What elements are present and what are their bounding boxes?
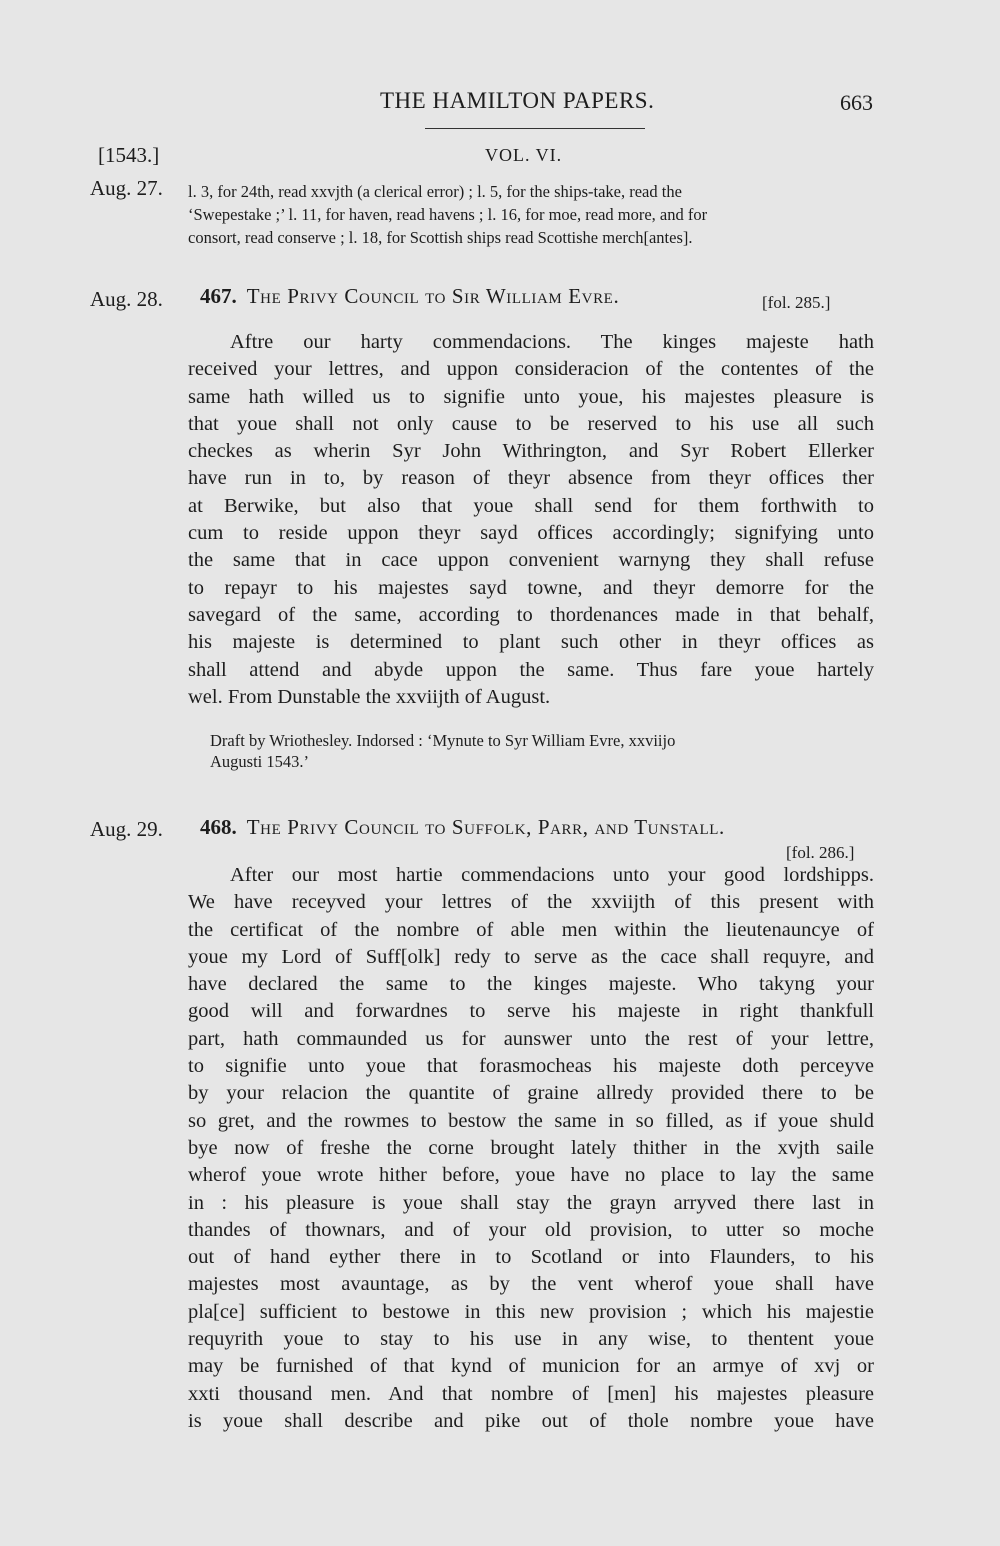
letter-467-folio: [fol. 285.] bbox=[762, 293, 831, 312]
letter-467-heading bbox=[200, 284, 619, 309]
body-line: received your lettres, and uppon consideracion of the contentes of the bbox=[188, 358, 874, 381]
letter-467-number: 467. bbox=[200, 284, 237, 308]
body-line: pla[ce] sufficient to bestowe in this new provision ; which his majestie bbox=[188, 1300, 874, 1323]
body-line: youe my Lord of Suff[olk] redy to serve as the cace shall requyre, and bbox=[188, 945, 874, 968]
letter-468-body bbox=[188, 862, 874, 1435]
volume-label: VOL. VI. bbox=[485, 145, 563, 165]
body-line: wel. From Dunstable the xxviijth of August. bbox=[188, 685, 551, 708]
letter-467-body bbox=[188, 329, 874, 711]
letter-468-title: The Privy Council to Suffolk, Parr, and Tunstall. bbox=[246, 815, 725, 839]
body-line: bye now of freshe the corne brought lately thither in the xvjth saile bbox=[188, 1136, 874, 1159]
body-line: Aftre our harty commendacions. The kinges majeste hath bbox=[230, 331, 874, 353]
body-line: checkes as wherin Syr John Withrington, and Syr Robert Ellerker bbox=[188, 440, 874, 463]
errata-date: Aug. 27. bbox=[90, 176, 163, 200]
body-line: majestes most avauntage, as by the vent wherof youe shall have bbox=[188, 1273, 874, 1296]
errata-line: l. 3, for 24th, read xxvjth (a clerical error) ; l. 5, for the ships-take, read the bbox=[188, 182, 682, 201]
body-line: have run in to, by reason of theyr absence from theyr offices ther bbox=[188, 467, 874, 490]
running-header-title: THE HAMILTON PAPERS. bbox=[380, 88, 655, 113]
body-line: is youe shall describe and pike out of thole nombre youe have bbox=[188, 1409, 874, 1432]
body-line: shall attend and abyde uppon the same. Thus fare youe hartely bbox=[188, 658, 874, 681]
body-line: his majeste is determined to plant such other in theyr offices as bbox=[188, 631, 874, 654]
body-line: good will and forwardnes to serve his majeste in right thankfull bbox=[188, 1000, 874, 1023]
errata-line: ‘Swepestake ;’ l. 11, for haven, read havens ; l. 16, for moe, read more, and for bbox=[188, 205, 708, 224]
body-line: same hath willed us to signifie unto youe, his majestes pleasure is bbox=[188, 385, 874, 408]
body-line: wherof youe wrote hither before, youe have no place to lay the same bbox=[188, 1164, 874, 1187]
body-line: by your relacion the quantite of graine allredy provided there to be bbox=[188, 1082, 874, 1105]
body-line: out of hand eyther there in to Scotland or into Flaunders, to his bbox=[188, 1246, 874, 1269]
body-line: We have receyved your lettres of the xxviijth of this present with bbox=[188, 891, 874, 914]
body-line: requyrith youe to stay to his use in any wise, to thentent youe bbox=[188, 1328, 874, 1351]
body-line: to repayr to his majestes sayd towne, and theyr demorre for the bbox=[188, 576, 874, 599]
body-line: that youe shall not only cause to be reserved to his use all such bbox=[188, 412, 874, 435]
letter-467-note bbox=[210, 730, 870, 772]
body-line: have declared the same to the kinges majeste. Who takyng your bbox=[188, 973, 874, 996]
errata-line: consort, read conserve ; l. 18, for Scottish ships read Scottishe merch[antes]. bbox=[188, 228, 693, 247]
letter-468-date: Aug. 29. bbox=[90, 817, 163, 841]
body-line: the certificat of the nombre of able men within the lieutenauncye of bbox=[188, 918, 874, 941]
page-number: 663 bbox=[840, 90, 873, 115]
body-line: part, hath commaunded us for aunswer unto the rest of your lettre, bbox=[188, 1027, 874, 1050]
errata-block bbox=[188, 180, 878, 249]
body-line: the same that in cace uppon convenient warnyng they shall refuse bbox=[188, 549, 874, 572]
show-through-text bbox=[270, 86, 275, 109]
note-line: Draft by Wriothesley. Indorsed : ‘Mynute to Syr William Evre, xxviijo bbox=[210, 731, 676, 750]
letter-468-folio: [fol. 286.] bbox=[786, 843, 855, 862]
body-line: may be furnished of that kynd of municion for an armye of xvj or bbox=[188, 1355, 874, 1378]
body-line: thandes of thownars, and of your old provision, to utter so moche bbox=[188, 1218, 874, 1241]
margin-year: [1543.] bbox=[98, 143, 160, 167]
body-line: to signifie unto youe that forasmocheas his majeste doth perceyve bbox=[188, 1055, 874, 1078]
body-line: cum to reside uppon theyr sayd offices accordingly; signifying unto bbox=[188, 522, 874, 545]
letter-467-title: The Privy Council to Sir William Evre. bbox=[246, 284, 620, 308]
body-line: After our most hartie commendacions unto your good lordshipps. bbox=[230, 864, 874, 886]
header-rule bbox=[425, 128, 645, 129]
letter-467-date: Aug. 28. bbox=[90, 287, 163, 311]
body-line: so gret, and the rowmes to bestow the same in so filled, as if youe shuld bbox=[188, 1109, 874, 1132]
letter-468-number: 468. bbox=[200, 815, 237, 839]
body-line: in : his pleasure is youe shall stay the grayn arryved there last in bbox=[188, 1191, 874, 1214]
body-line: xxti thousand men. And that nombre of [men] his majestes pleasure bbox=[188, 1382, 874, 1405]
letter-468-heading bbox=[200, 815, 725, 840]
note-line: Augusti 1543.’ bbox=[210, 752, 309, 771]
body-line: savegard of the same, according to thordenances made in that behalf, bbox=[188, 603, 874, 626]
body-line: at Berwike, but also that youe shall send for them forthwith to bbox=[188, 494, 874, 517]
